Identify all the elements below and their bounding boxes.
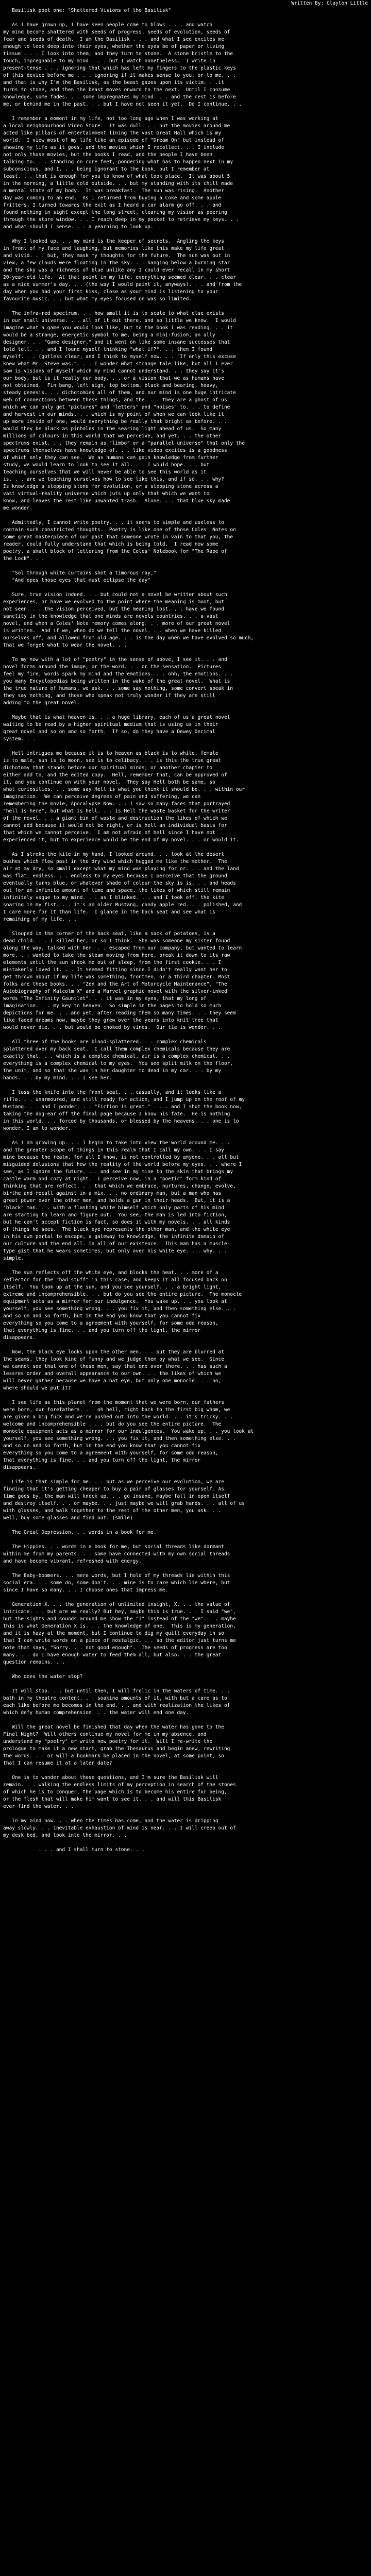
author-byline: Written By: Clayton Little [291, 1, 368, 6]
body-text: Basilisk poet one: "Shattered Visions of the Basilisk" As I have grown up, I have seen people come to blows . . . and watch my mind become shattered with seeds of progress, seeds of evolution, seeds of fear and seeds of death. I am the Basilisk . . . and what I see excites me enough to look deep into their eyes, whether the eyes be of paper or living tissue . . . I look into them, and they turn to stone. A stone bristle to the touch, impregnable to my mind . . . but I watch nonetheless. I write in present-tense . . . ignoring that which has left my fingers to the plastic keys of this device before me . . . ignoring if it makes sense to you, or to me. . . and that is why I'm the Basilisk, as the beast gazes upon its victim. . .it turns to stone, and then the beast moves onward to the next. Until I consume knowledge, some fades. . . some impregnates my mind. . . and the rest is before me, or behind me in the past. . . but I have not seen it yet. Do I continue. . . I remember a moment in my life, not too long ago when I was working at a local neighbourhood Video Store. It was dull. . . but the movies around me acted like pillars of entertainment lining the vast Great Hall which is my world. I view most of my life like an episode of "Dream On" but instead of showing my life as it goes, and the movies which I recollect. . . I include not only those movies, but the books I read, and the people I have been talking to. . . standing on core feet, pondering what has to happen next in my subconscious, and I. . . being ignorant to the book, but I remember at least. . . that is enough for you to know of what took place. It was about 5 in the morning, a little cold outside. . . but my standing with its chill made a mental state of my body. It was breakfast. The sun was rising. Another day was coming to an end. As I returned from buying a Coke and some apple fritters, I turned towards the exit as I heard a car alarm go off. . . and found nothing in sight except the long street, clearing my vision as peering through the store window. . . I reach deep in my pocket to retrieve my keys. . . and what should I sense. . . a yearning to look up. Why I looked up. . . my mind is the keeper of secrets. Angling the keys in front of my face and laughing, but memories like this make my life great and vivid. . . but, they mask my thoughts for the future. The sun was out in view, a few clouds were floating in the sky. . . hanging below a burning star and the sky was a richness of blue unlike any I could ever recall in my short 20-year-old life. At that point in my life, everything seemed clear. . . clear as a nice summer's day. . . (the way I would paint it, anyways). . . and from the day when you had your first kiss, close as your mind is listening to your favourite music. . . but what my eyes focused on was so limited. The infra-red spectrum. . . how small it is to scale to what else exists in our small universe. . . all of it out there, and so little we know. I would imagine what a game you would look like, but to the book I was reading. . . it would be a strange, energetic symbol to me, being a mini-fusion, an ally designer. . . "Game designer," and it went on like some insane successes that told tell. . . and I found myself thinking "what if?". . . then I found myself. . . (gotless clear, and I think to myself now. . . "If only this excuse knew what Mr. Steve was.". . . I wonder what strange tale like, but all I ever saw is visions of myself which my mind cannot understand. . . they say it's our body, but is it really our body. . . or a vision that we as humans have not obtained. Fin bang, left sign, top bottom, black and bearing, heavy, steady genesis. . . dichotomies all of them, and our mind is one huge intricate web of connections between these things, and the. . . they are a ghost of us which we can only get "pictures" and "letters" and "noises" to. . . to define and harvest in our minds. . . which is my point of when we can look like it up more inside of one, would everything be really that bright as before. . . would they be black as pinholes in the searing light ahead of us. So many millions of colours in this world that we perceive, and yet. . . the other spectrums exist. . . they remain as "limbo" or a "parallel universe" that only the spectrums themselves have knowledge of. . . like video excites is a goodness of which only they can see. We as humans can gain knowledge from further study, we would learn to look to see it all. . . I would hope. . . but teaching ourselves that we will never be able to see this world as it is. . . are we teaching ourselves how to see like this, and if so. . . why? Is knowledge a stepping stone for evolution, or a stepping stone across a vast virtual-reality universe which juts up only that which we want to know, and leaves the rest like unwanted trash. Alone. . . that blue sky made me wonder. Admittedly, I cannot write poetry. . . it seems to simple and useless to contain such constricted thoughts. Poetry is like one of those Coles' Notes on some great masterpiece of our past that someone wrote in vain to that you, the reader, could fully understand that which is being told. I read now some poetry, a small block of lettering from the Coles' Notebook for "The Rape of the Lock". . . "Sol through white curtains shot a timorous ray," "And opes those eyes that must eclipse the day" Sure, true vision indeed. . . but could not a novel be written about such experiences, or have we evolved to the point where the meaning is moot, but not seen. . . the vision perceived, but the meaning lost. . . have we found sanctity in the knowledge that one minds are novels countries. . . a vast novel, and when a Coles' Note memory comes along. . . more of our great novel is written. And if we, when do we tell the novel. . . when we have killed ourselves off, and allowed from old age. . . is the day when we have evolved so much, that we forget what to wear the novel. . . To my now with a lot of "poetry" in the sense of above, I see it. . . and novel forms around the image, or the word. . . or the sensation. Pictures feel my fire, words spark my mind and the emotions. . . ohh, the emotions. . . you many Encyclopedias being written in the wake of the great novel. What is the true nature of humans, we ask. . . some say nothing, some convert speak in they say nothing, and those who speak not truly wonder if they are still adding to the great novel. Maybe that is what heaven is. . . a huge library, each of us a great novel waiting to be read by a higher spiritual medium that is using us in their great novel and so on and so forth. If so, do they have a Dewey Decimal system. . . Hell intrigues me because it is to heaven as black is to white, female is to male, sun is to moon, sex is to celibacy. . . is this the true great dichotomy that stands before our spiritual minds; or another chapter to either add to, and the edited copy. Hell, remember that, can be approved of it, and you continue on with your novel. They say Hell both be same, so what curiosities. . . some say Hell is what you think it should be. . . within our imagination. We can perceive degrees of pain and suffering, we can remembering the movie, Apocalypse Now. . . I saw so many faces that portrayed "hell is here", but what is hell. . . is Hell the waste basket for the writer of the novel. . . a giant bin of waste and destruction the likes of which we cannot add because it would not be right, or is hell an individual basis for that which we cannot perceive. I am not afraid of hell since I have not experienced it, but to experience would be the end of my novel. . . or would it. As I stroke the kite in my hand, I looked around. . . look at the desert bushes which flew past in the dry wind which hugged me like the mother. The air at my dry, so small except what my mind was playing for or. . . and the land was flat, endless. . . endless to my eyes because I perceive that the ground eventually turns blue, or whatever shade of colour the sky is is. . . and heads out for an infinite amount of time and space, the likes of which still remain infinitely vague to my mind. . . as I blinked. . . and I took off, the kite soaring in my fist. . . it's an older Mustang, candy apple red. . . polished, and I care more for it than life. I glance in the back seat and see what is remaining of my life. . . Slouped in the corner of the back seat, like a sack of potatoes, is a dead child. . . I killed her, or so I think. She was someone my sister found along the way, talked with her. . . escaped from our company, but wanted to learn more. . . wanted to take the steam moving from here, break it down to its raw elements until the sun shook me out of sleep, from the first cookie. . . I mistakenly loved it. . . It seemed fitting since I didn't really want her to get thrown about if my life was something, frontmen, or a third chapter. Most folks are these books. . . "Zen and the Art of Motorcycle Maintenance", "The Autobiography of Malcolm X" and a Marvel graphic novel with the silver-inked words "The Infinity Gauntlet". . . it was in my eyes, that my long of imagination. . . my key to heaven. So simple in the pages to hold so much depictions for me. . . and yet, after reading them so many times. . . they seem like faded dreams now, maybe they grew over the years into knit tree that would never die. . . but would be choked by vines. Our tie is wonder. . . All three of the books are blood-splattered. . . complex chemicals splattered over my back seat. I call them complex chemicals because they are exactly that. . . which is a complex chemical, air is a complex chemical. . . everything is a complex chemical to my eyes. You see split milk on the floor, the unit, and so that she was in her daughter to dead in my car. . . by my hands. . . by my mind. . . I see her. I toss the knife into the front seat. . . casually, and it looks like a rifle. . . unarmoured, and still ready for action, and I jump up on the roof of my Mustang. . . and I ponder. . . "Fiction is great." . . . and I shut the book now, taking the dog-ear off the final page because I know his fate. He is nothing in this world. . . forced by thousands, or blessed by the heavens. . . one is to wonder, I am to wonder. As I am growing up. . . I begin to take into view the world around me. . . and the greater scope of things in this realm that I call my own. . . I say mine because the realm, for all I know, is not controlled by anyone. . . all but misguided delusions that how the reality of the world before my eyes. . . where I see, as I ignore the future. . . and see in my mine to the skin that brings my castle warm and cozy at night. I perceive now, in a "poetic" form kind of thinking that are reflect. . . that which we embrace, nurtures, change, evolve, birthe and recall against in a mix. . . no ordinary man, but a man who has great power over the other men, and holds a gun in their heads. But, it is a "black" man. . . with a flashing white himself which only parts of his mind are starting to learn and figure out. You see, the man is led into fiction, but he can't accept fiction is fact, so does it with my novels. . . all kinds of things he sees. The black eye represents the other man, and the white eye in his own portal to escape, a gateway to knowledge, the infinite domain of our culture and the end all. In all of our existence. This man has a muscle- type gist that he wears sometimes, but only over his white eye. . . why. . . simple. The sun reflects off the white eye, and blocks the heat. . . more of a reflector for the "bad stuff" in this case, and keeps it all focused back on itself. You look up at the sun, and you see yourself. . . a bright light, extreme and incomprehensible. . . but do you see the entire picture. The monocle equipment acts as a mirror for our indulgence. You wake up. . . you look at yourself, you see something wrong. . . you fix it, and then something else. . . and so on and so forth, but in the end you know that you cannot fix everything so you come to a agreement with yourself, for some odd reason, that everything is fine. . . and you turn off the light, the mirror disappears. Now, the black eye looks upon the other men. . . but they are blurred at the seams, they look kind of funny and we judge them by what we see. Since we cannot see that one of these men, say that one over there. . . has such a lessres order and overall appearance to our own. . . the likes of which we will never gather because we have a hat eye, but only one monocle. . . no, where should we put it? I see life as this planet from the moment that we were born, our fathers were born, our forefathers. . . oh hell, right back to the first big whom, we are given a big fuck and we're pushed out into the world. . . it's tricky. . . welcome and incomprehensible . . . but do you see the entire picture. The monocle equipment acts as a mirror for our indulgences. You wake up. . . you look at yourself, you see something wrong. . . you fix it, and then something else. . . and so on and so forth, but in the end you know that you cannot fix everything so you come to a agreement with yourself, for some odd reason, that everything is fine. . . and you turn off the light, the mirror disappears. Life is that simple for me. . . but as we perceive our evolution, we are finding that it's getting cheaper to buy a pair of glasses for yourself. As time goes by, the man will knock up. . . go insane, maybe fall in open itself and destroy itself. . . or maybe. . . just maybe we will grab hands. . . all of us with glasses, and walk together to the rest of the other men, you ask. . . well, buy some glasses and find out. (smile) The Great Depression. . . words in a book for me. The Hippies. . . words in a book for me, but social threads like dormant within me from my parents. . . some have connected with my own social threads and have become vibrant, refreshed with energy. The Baby-boomers. . . mere words, but I hold of my threads lie within this social era. . . some do, some don't. . . mine is to care which lie where, but since I have so many. . . I choose ones that impress me. Generation X. . . the generation of unlimited insight, X. . . the value of intricate. . . but are we really? But hey, maybe this is true. . . I said "we", but the sights and sounds around me show the "I" instead of the "we". . . maybe this is what Generation X is. . . the knowledge of one. This is my generation, and it is hazy at the moment, but I continue to dig my quill everyday in so that I can write words on a piece of nostalgic. . . so the editor just turns me note that says, "Sorry. . . not good enough". The seeds of progress are too many. . . do I have enough water to feed them all, but also. . . the great question remains. . . Who does the water stop? It will stop. . . but until then, I will frolic in the waters of time. . . bath in my theatre content. . . soakina amounts of it, with but a care as to each like before me becomes in the end. . . and with realization the likes of which defy human comprehension. . . the water will end one day. Will the great novel be finished that day when the water has gone to the Final Night? Will others continue my novel for me in my absence, and understand my "poetry" or write new poetry for it. Will I re-write the prologue to make it a new start, grab the Thesaurus and begin anew, rewriting the words. . . or will a bookmark be placed in the novel, at some point, so that I can resume it at a later date? One is to wonder about these questions, and I'm sure the Basilisk will remain. . . walking the endless limits of my perception in search of the stones of which he is to conquer, the page which is to become his entire for being, or the flesh that will make him want to see it. . . and will this Basilisk ever find the water. . . In my mind now. . . when the times has come, and the water is dripping away slowly. . . inevitable exhaustion of mind is near. . . I will creep out of my desk bed, and look into the mirror. . . . . . and I shall turn to stone. . . [3, 8, 254, 1853]
